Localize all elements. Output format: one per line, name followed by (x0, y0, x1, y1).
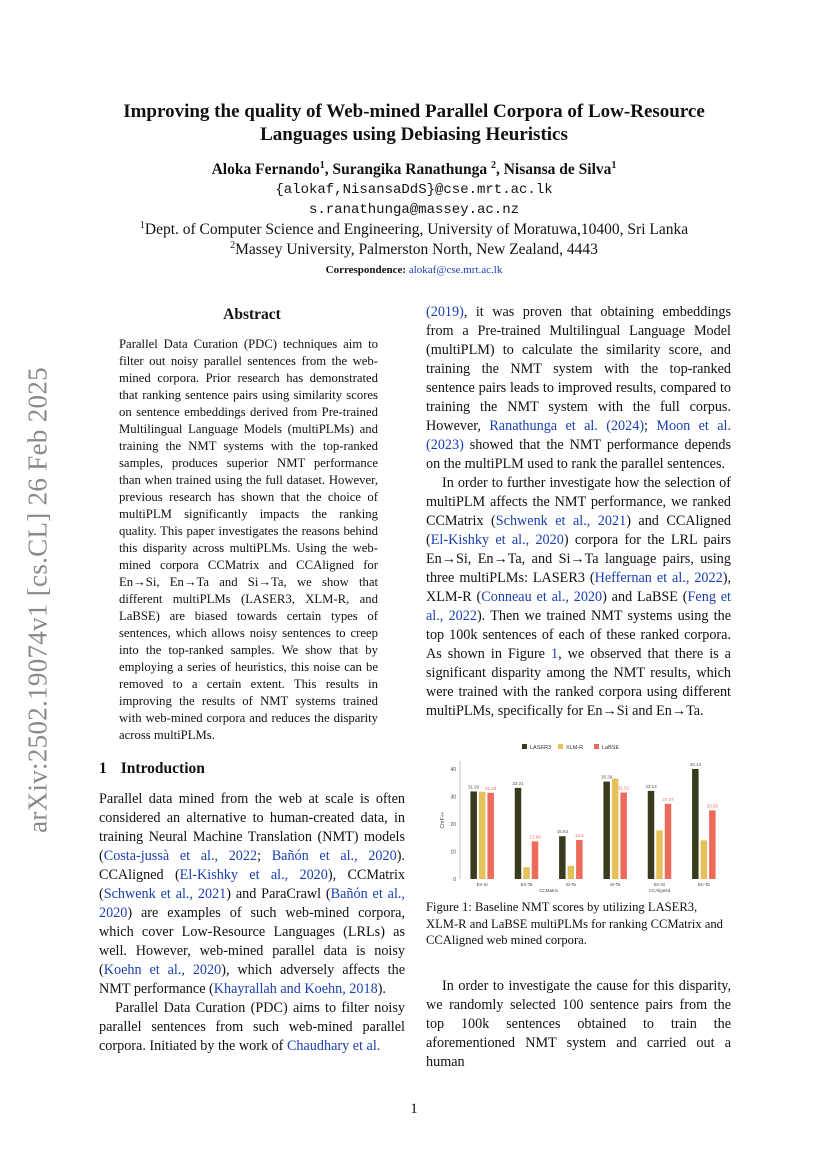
figure-reference-link[interactable]: 1 (551, 646, 559, 662)
arxiv-identifier-stamp (8, 340, 68, 860)
x-group-label: CCAligned (648, 888, 671, 893)
bar (603, 782, 610, 879)
x-tick-label: Si-Ta (610, 882, 621, 887)
author-email: {alokaf,NisansaDdS}@cse.mrt.ac.lk (275, 182, 553, 198)
right-column (426, 303, 731, 1072)
bar (709, 810, 716, 879)
author-name: Aloka Fernando (211, 161, 320, 178)
x-tick-label: En-Ta (520, 882, 533, 887)
affiliation-marker: 1 (139, 219, 145, 231)
legend-label: LASER3 (530, 745, 552, 751)
bar (620, 793, 627, 879)
data-value-label: 13.69 (529, 834, 541, 840)
legend-label: LaBSE (602, 745, 620, 751)
intro-paragraph-1: Parallel data mined from the web at scale is often considered an alternative to human-created data, in training Neural Machine Translation (NMT) models (Costa-jussà et al., 2022; Bañón et al., 2020). CCAligned (El-Kishky et al., 2020), CCMatrix (Schwenk et al., 2021) and ParaCrawl (Bañón et al., 2020) are examples of such web-mined corpora, which cover Low-Resource Languages (LRLs) as well. However, web-mined parallel data is noisy (Koehn et al., 2020), which adversely affects the NMT performance (Khayrallah and Koehn, 2018). (99, 791, 405, 997)
citation-link[interactable]: (2019) (426, 304, 464, 320)
bar (665, 804, 672, 879)
y-axis-label: ChrF++ (440, 811, 446, 829)
bar (487, 793, 494, 879)
citation-link[interactable]: Conneau et al., 2020 (481, 589, 603, 605)
data-value-label: 31.93 (468, 784, 480, 790)
citation-link[interactable]: Heffernan et al., 2022 (594, 570, 723, 586)
arxiv-identifier-text: arXiv:2502.19074v1 [cs.CL] 26 Feb 2025 (22, 367, 53, 833)
bar (568, 866, 575, 879)
data-value-label: 35.39 (601, 774, 613, 780)
citation-link[interactable]: Feng et al., 2022 (426, 589, 731, 624)
x-tick-label: Si-Ta (565, 882, 576, 887)
citation-link[interactable]: Chaudhary et al. (286, 1038, 381, 1054)
bar (532, 841, 539, 879)
correspondence-line (90, 264, 738, 276)
paper-title (90, 100, 738, 146)
affiliation-marker: 1 (611, 159, 617, 171)
citation-link[interactable]: Costa-jussà et al., 2022 (103, 848, 258, 864)
citation-link[interactable]: Schwenk et al., 2021 (495, 513, 627, 529)
y-tick-label: 30 (450, 794, 456, 801)
citation-link[interactable]: El-Kishky et al., 2020 (179, 867, 328, 883)
left-column (99, 303, 405, 1056)
data-value-label: 32.13 (645, 783, 657, 789)
bar (576, 840, 583, 879)
data-value-label: 25.03 (706, 803, 718, 809)
citation-link[interactable]: Koehn et al., 2020 (103, 962, 222, 978)
section-title: Introduction (120, 760, 205, 777)
x-tick-label: En-Si (653, 882, 666, 887)
author-email: s.ranathunga@massey.ac.nz (308, 202, 520, 218)
legend-swatch (522, 744, 527, 749)
bar (515, 788, 522, 879)
y-tick-label: 20 (450, 822, 456, 829)
data-value-label: 14.2 (574, 833, 584, 839)
section-number: 1 (99, 760, 107, 777)
data-value-label: 33.21 (512, 780, 524, 786)
data-value-label: 15.63 (556, 829, 568, 835)
affiliation-text: Massey University, Palmerston North, New Zealand, 4443 (235, 241, 598, 258)
bar (470, 791, 477, 879)
intro-paragraph-4: In order to investigate the cause for this disparity, we randomly selected 100 sentence pairs from the top 100k sentences obtained to train the aforementioned NMT system and carried out a human (426, 977, 731, 1070)
affiliation-marker: 2 (230, 239, 236, 251)
bar (479, 792, 486, 879)
citation-link[interactable]: (2024) (606, 418, 645, 434)
citation-link[interactable]: Ranathunga et al. (489, 418, 598, 434)
affiliation (90, 220, 738, 240)
author-name: , Nisansa de Silva (495, 161, 612, 178)
citation-link[interactable]: El-Kishky et al., 2020 (430, 532, 564, 548)
citation-link[interactable]: Bañón et al., 2020 (99, 886, 405, 921)
bar (648, 791, 655, 879)
correspondence-label: Correspondence: (325, 264, 407, 276)
affiliation (90, 240, 738, 260)
bar (692, 769, 699, 879)
x-tick-label: En-Ta (697, 882, 710, 887)
data-value-label: 31.51 (618, 785, 630, 791)
intro-paragraph-2: Parallel Data Curation (PDC) aims to filter noisy parallel sentences from such web-mined parallel corpora. Initiated by the work of Chaudhary et al. (99, 1000, 405, 1054)
citation-link[interactable]: Bañón et al., 2020 (271, 848, 397, 864)
citation-link[interactable]: Schwenk et al., 2021 (103, 886, 227, 902)
x-tick-label: En-Si (476, 882, 488, 887)
bar (559, 836, 566, 879)
bar (701, 840, 708, 879)
paper-header (90, 100, 738, 276)
correspondence-email-link[interactable]: alokaf@cse.mrt.ac.lk (408, 264, 503, 276)
bar (523, 867, 530, 879)
figure-1 (426, 739, 731, 893)
y-tick-label: 40 (450, 767, 456, 774)
citation-link[interactable]: Moon et al. (656, 418, 731, 434)
author-name: , Surangika Ranathunga (324, 161, 491, 178)
affiliation-marker: 1 (319, 159, 325, 171)
bar (656, 830, 663, 879)
citation-link[interactable]: Khayrallah and Koehn, 2018 (213, 981, 378, 997)
section-heading-introduction (99, 760, 405, 778)
intro-paragraph-2-continued: (2019), it was proven that obtaining embeddings from a Pre-trained Multilingual Language Model (multiPLM) to calculate the similarity score, and training the NMT system with the top-ranked sentence pairs leads to improved results, compared to training the NMT system with the full corpus. However, Ranathunga et al. (2024); Moon et al. (2023) showed that the NMT performance depends on the multiPLM used to rank the parallel sentences. (426, 304, 731, 472)
title-line-1: Improving the quality of Web-mined Parallel Corpora of Low-Resource (123, 101, 705, 122)
legend-swatch (594, 744, 599, 749)
legend-label: XLM-R (566, 745, 584, 751)
legend-swatch (558, 744, 563, 749)
citation-link[interactable]: (2023) (426, 437, 464, 453)
y-tick-label: 10 (450, 849, 456, 856)
data-value-label: 40.13 (689, 761, 701, 767)
bar (612, 779, 619, 879)
affiliation-text: Dept. of Computer Science and Engineering, University of Moratuwa,10400, Sri Lanka (144, 221, 689, 238)
x-group-label: CCMatrix (539, 888, 559, 893)
title-line-2: Languages using Debiasing Heuristics (260, 124, 568, 145)
bar-chart (426, 739, 731, 893)
abstract-heading: Abstract (223, 306, 281, 323)
figure-caption: Figure 1: Baseline NMT scores by utilizing LASER3, XLM-R and LaBSE multiPLMs for ranking CCMatrix and CCAligned web mined corpora. (426, 900, 723, 947)
y-tick-label: 0 (453, 877, 456, 883)
data-value-label: 31.43 (485, 785, 497, 791)
page-number: 1 (410, 1101, 418, 1117)
intro-paragraph-3: In order to further investigate how the selection of multiPLM affects the NMT performance, we ranked CCMatrix (Schwenk et al., 2021) and CCAligned (El-Kishky et al., 2020) corpora for the LRL pairs En→Si, En→Ta, and Si→Ta language pairs, using three multiPLMs: LASER3 (Heffernan et al., 2022), XLM-R (Conneau et al., 2020) and LaBSE (Feng et al., 2022). Then we trained NMT systems using the top 100k sentences of each of these ranked corpora. As shown in Figure 1, we observed that there is a significant disparity among the NMT results, which were trained with the ranked corpora using different multiPLMs, specifically for En→Si and En→Ta. (426, 475, 732, 719)
affiliation-marker: 2 (490, 159, 496, 171)
abstract-text: Parallel Data Curation (PDC) techniques aim to filter out noisy parallel sentences from the web-mined corpora. Prior research has demonstrated that ranking sentence pairs using similarity scores on sentence embeddings derived from Pre-trained Multilingual Language Models (multiPLMs) and training the NMT systems with the top-ranked samples, produces superior NMT performance than when trained using the full dataset. However, previous research has shown that the choice of multiPLM significantly impacts the ranking quality. This paper investigates the reasons behind this disparity across multiPLMs. Using the web-mined corpora CCMatrix and CCAligned for En→Si, En→Ta and Si→Ta, we show that different multiPLMs (LASER3, XLM-R, and LaBSE) are biased towards certain types of sentences, which allows noisy sentences to creep into the top-ranked samples. We show that by employing a series of heuristics, this noise can be removed to a certain extent. This results in improving the results of NMT systems trained with web-mined corpora and reduces the disparity across multiPLMs. (119, 337, 378, 742)
data-value-label: 27.37 (662, 796, 674, 802)
author-list (90, 160, 738, 180)
